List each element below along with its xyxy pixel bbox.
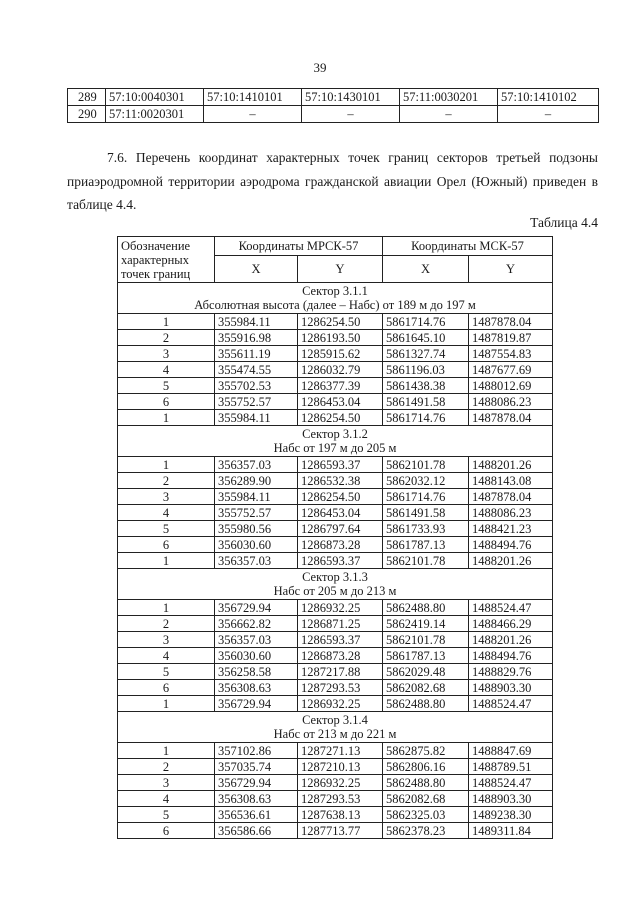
table-row <box>118 616 553 632</box>
row-number: 289 <box>68 89 106 106</box>
coordinate-value: 1488086.23 <box>469 505 553 521</box>
coordinate-value: 1286873.28 <box>298 648 383 664</box>
sector-title: Сектор 3.1.4 <box>302 713 368 727</box>
sector-row <box>118 426 553 457</box>
coordinate-value: 1286873.28 <box>298 537 383 553</box>
coordinate-value: 5862419.14 <box>383 616 469 632</box>
coordinate-value: 5862082.68 <box>383 680 469 696</box>
coordinate-value: 356030.60 <box>215 648 298 664</box>
point-number: 4 <box>118 648 215 664</box>
coordinate-value: 1286377.39 <box>298 378 383 394</box>
coordinate-value: 356357.03 <box>215 553 298 569</box>
coordinate-value: 1487554.83 <box>469 346 553 362</box>
coordinate-value: 5862806.16 <box>383 759 469 775</box>
sector-header <box>118 283 553 314</box>
coordinate-value: 356258.58 <box>215 664 298 680</box>
header-msk-y: Y <box>469 256 553 283</box>
table-header-row <box>118 237 553 256</box>
coordinate-value: 1286932.25 <box>298 775 383 791</box>
table-caption: Таблица 4.4 <box>530 215 598 230</box>
table-row <box>118 696 553 712</box>
point-number: 4 <box>118 362 215 378</box>
coordinate-value: 1488201.26 <box>469 457 553 473</box>
table-row <box>118 680 553 696</box>
coordinate-value: 5861645.10 <box>383 330 469 346</box>
coordinate-value: 356308.63 <box>215 680 298 696</box>
coordinate-value: 5862488.80 <box>383 600 469 616</box>
coordinate-value: 355611.19 <box>215 346 298 362</box>
coordinate-value: 1286453.04 <box>298 505 383 521</box>
cadastral-number-cell: 57:10:0040301 <box>106 89 204 106</box>
sector-title: Сектор 3.1.3 <box>302 570 368 584</box>
cadastral-number-cell: – <box>204 106 302 123</box>
coordinate-value: 1489311.84 <box>469 823 553 839</box>
coordinate-value: 1285915.62 <box>298 346 383 362</box>
point-number: 6 <box>118 537 215 553</box>
table-row <box>118 314 553 330</box>
coordinate-value: 356030.60 <box>215 537 298 553</box>
coordinate-value: 5862488.80 <box>383 696 469 712</box>
table-row <box>118 489 553 505</box>
coordinate-value: 5861714.76 <box>383 489 469 505</box>
coordinate-value: 5862325.03 <box>383 807 469 823</box>
point-number: 5 <box>118 664 215 680</box>
coordinate-value: 5862875.82 <box>383 743 469 759</box>
coordinate-value: 1286032.79 <box>298 362 383 378</box>
point-number: 5 <box>118 807 215 823</box>
table-row <box>118 807 553 823</box>
coordinate-value: 1286932.25 <box>298 696 383 712</box>
coordinate-value: 1286254.50 <box>298 410 383 426</box>
table-row <box>118 394 553 410</box>
coordinate-value: 1488494.76 <box>469 648 553 664</box>
coordinate-value: 1488494.76 <box>469 537 553 553</box>
coordinate-value: 1286593.37 <box>298 632 383 648</box>
coordinate-value: 1487878.04 <box>469 314 553 330</box>
coordinate-value: 5861491.58 <box>383 394 469 410</box>
point-number: 1 <box>118 553 215 569</box>
section-paragraph: 7.6. Перечень координат характерных точек границ секторов третьей подзоны приаэродромной территории аэродрома гражданской авиации Орел (Южный) приведен в таблице 4.4. <box>67 150 598 212</box>
table-row <box>118 330 553 346</box>
coordinate-value: 355752.57 <box>215 394 298 410</box>
sector-header <box>118 426 553 457</box>
coordinate-value: 355752.57 <box>215 505 298 521</box>
cadastral-number-cell: – <box>498 106 599 123</box>
header-mrsk-x: X <box>215 256 298 283</box>
coordinate-value: 1488847.69 <box>469 743 553 759</box>
table-row <box>68 106 599 123</box>
coordinate-value: 1287713.77 <box>298 823 383 839</box>
coordinate-value: 1487819.87 <box>469 330 553 346</box>
coordinate-value: 1286532.38 <box>298 473 383 489</box>
coordinate-value: 1488466.29 <box>469 616 553 632</box>
header-mrsk-y: Y <box>298 256 383 283</box>
coordinate-value: 5862488.80 <box>383 775 469 791</box>
continuation-table <box>67 88 599 123</box>
coordinate-value: 1488524.47 <box>469 775 553 791</box>
coordinate-value: 1488903.30 <box>469 680 553 696</box>
table-row <box>118 664 553 680</box>
coordinate-value: 1287271.13 <box>298 743 383 759</box>
coordinate-value: 1488421.23 <box>469 521 553 537</box>
coordinate-value: 1488086.23 <box>469 394 553 410</box>
point-number: 1 <box>118 457 215 473</box>
sector-height-range: Набс от 197 м до 205 м <box>273 441 397 455</box>
coordinate-value: 356357.03 <box>215 457 298 473</box>
sector-title: Сектор 3.1.2 <box>302 427 368 441</box>
coordinate-value: 356586.66 <box>215 823 298 839</box>
point-number: 3 <box>118 775 215 791</box>
point-number: 2 <box>118 330 215 346</box>
sector-row <box>118 569 553 600</box>
header-msk57: Координаты МСК-57 <box>383 237 553 256</box>
coordinate-value: 5862082.68 <box>383 791 469 807</box>
point-number: 1 <box>118 696 215 712</box>
header-msk-x: X <box>383 256 469 283</box>
cadastral-number-cell: 57:11:0030201 <box>400 89 498 106</box>
table-row <box>118 362 553 378</box>
point-number: 1 <box>118 314 215 330</box>
coordinate-value: 355474.55 <box>215 362 298 378</box>
coordinate-value: 5861438.38 <box>383 378 469 394</box>
sector-row <box>118 283 553 314</box>
point-number: 4 <box>118 505 215 521</box>
coordinate-value: 356536.61 <box>215 807 298 823</box>
coordinate-value: 1488524.47 <box>469 696 553 712</box>
point-number: 1 <box>118 410 215 426</box>
point-number: 2 <box>118 616 215 632</box>
table-row <box>118 553 553 569</box>
point-number: 4 <box>118 791 215 807</box>
table-row <box>118 600 553 616</box>
sector-title: Сектор 3.1.1 <box>302 284 368 298</box>
coordinate-value: 1286593.37 <box>298 457 383 473</box>
coordinate-value: 357035.74 <box>215 759 298 775</box>
coordinate-value: 1488201.26 <box>469 632 553 648</box>
coordinate-value: 1286193.50 <box>298 330 383 346</box>
coordinate-value: 1487878.04 <box>469 410 553 426</box>
coordinate-value: 1287210.13 <box>298 759 383 775</box>
coordinate-value: 1287638.13 <box>298 807 383 823</box>
table-row <box>118 521 553 537</box>
table-row <box>118 537 553 553</box>
sector-header <box>118 712 553 743</box>
table-row <box>118 378 553 394</box>
coordinate-value: 356308.63 <box>215 791 298 807</box>
sector-height-range: Набс от 205 м до 213 м <box>273 584 397 598</box>
point-number: 3 <box>118 632 215 648</box>
page-number: 39 <box>313 60 327 75</box>
coordinate-value: 1488143.08 <box>469 473 553 489</box>
cadastral-number-cell: 57:10:1430101 <box>302 89 400 106</box>
table-row <box>118 823 553 839</box>
coordinate-value: 1487677.69 <box>469 362 553 378</box>
coordinate-value: 1286453.04 <box>298 394 383 410</box>
coordinate-value: 355984.11 <box>215 489 298 505</box>
coordinate-value: 5861714.76 <box>383 314 469 330</box>
coordinate-value: 5861787.13 <box>383 537 469 553</box>
coordinate-value: 1286254.50 <box>298 314 383 330</box>
coordinate-value: 5862101.78 <box>383 553 469 569</box>
coordinate-value: 1287293.53 <box>298 680 383 696</box>
point-number: 2 <box>118 759 215 775</box>
point-number: 1 <box>118 743 215 759</box>
coordinate-value: 5861733.93 <box>383 521 469 537</box>
coordinate-value: 1488524.47 <box>469 600 553 616</box>
table-row <box>118 648 553 664</box>
cadastral-number-cell: 57:10:1410102 <box>498 89 599 106</box>
row-number: 290 <box>68 106 106 123</box>
sector-height-range: Набс от 213 м до 221 м <box>273 727 397 741</box>
coordinate-value: 5861327.74 <box>383 346 469 362</box>
coordinate-value: 1488201.26 <box>469 553 553 569</box>
coordinate-value: 1488903.30 <box>469 791 553 807</box>
coordinate-value: 5862101.78 <box>383 632 469 648</box>
coordinate-value: 356729.94 <box>215 696 298 712</box>
coordinate-value: 5861714.76 <box>383 410 469 426</box>
point-number: 6 <box>118 680 215 696</box>
coordinate-value: 1487878.04 <box>469 489 553 505</box>
point-number: 1 <box>118 600 215 616</box>
coordinate-value: 357102.86 <box>215 743 298 759</box>
coordinate-value: 5861491.58 <box>383 505 469 521</box>
sector-height-range: Абсолютная высота (далее – Набс) от 189 м до 197 м <box>194 298 476 312</box>
sector-header <box>118 569 553 600</box>
sector-row <box>118 712 553 743</box>
coordinate-value: 5862029.48 <box>383 664 469 680</box>
coordinate-value: 355980.56 <box>215 521 298 537</box>
table-row <box>118 473 553 489</box>
cadastral-number-cell: 57:10:1410101 <box>204 89 302 106</box>
coordinates-table <box>117 236 553 839</box>
point-number: 3 <box>118 489 215 505</box>
table-row <box>68 89 599 106</box>
coordinate-value: 5862032.12 <box>383 473 469 489</box>
coordinate-value: 356729.94 <box>215 600 298 616</box>
coordinate-value: 1488789.51 <box>469 759 553 775</box>
coordinate-value: 355984.11 <box>215 314 298 330</box>
coordinate-value: 356289.90 <box>215 473 298 489</box>
table-row <box>118 775 553 791</box>
coordinate-value: 5862378.23 <box>383 823 469 839</box>
table-row <box>118 410 553 426</box>
table-row <box>118 457 553 473</box>
coordinate-value: 5861787.13 <box>383 648 469 664</box>
coordinate-value: 356729.94 <box>215 775 298 791</box>
coordinate-value: 5861196.03 <box>383 362 469 378</box>
coordinate-value: 1286593.37 <box>298 553 383 569</box>
coordinate-value: 1287293.53 <box>298 791 383 807</box>
point-number: 6 <box>118 823 215 839</box>
coordinate-value: 1287217.88 <box>298 664 383 680</box>
coordinate-value: 355984.11 <box>215 410 298 426</box>
coordinate-value: 1286871.25 <box>298 616 383 632</box>
point-number: 5 <box>118 378 215 394</box>
point-number: 5 <box>118 521 215 537</box>
coordinate-value: 1286932.25 <box>298 600 383 616</box>
coordinate-value: 1286254.50 <box>298 489 383 505</box>
cadastral-number-cell: – <box>302 106 400 123</box>
point-number: 6 <box>118 394 215 410</box>
cadastral-number-cell: 57:11:0020301 <box>106 106 204 123</box>
table-row <box>118 759 553 775</box>
point-number: 2 <box>118 473 215 489</box>
coordinate-value: 356357.03 <box>215 632 298 648</box>
header-mrsk57: Координаты МРСК-57 <box>215 237 383 256</box>
table-row <box>118 505 553 521</box>
point-number: 3 <box>118 346 215 362</box>
coordinate-value: 1489238.30 <box>469 807 553 823</box>
coordinate-value: 355702.53 <box>215 378 298 394</box>
table-row <box>118 791 553 807</box>
header-point-label: Обозначение характерных точек границ <box>118 237 215 283</box>
table-row <box>118 743 553 759</box>
coordinate-value: 1286797.64 <box>298 521 383 537</box>
coordinate-value: 355916.98 <box>215 330 298 346</box>
coordinate-value: 5862101.78 <box>383 457 469 473</box>
coordinate-value: 1488829.76 <box>469 664 553 680</box>
coordinate-value: 1488012.69 <box>469 378 553 394</box>
table-row <box>118 346 553 362</box>
table-row <box>118 632 553 648</box>
cadastral-number-cell: – <box>400 106 498 123</box>
coordinate-value: 356662.82 <box>215 616 298 632</box>
